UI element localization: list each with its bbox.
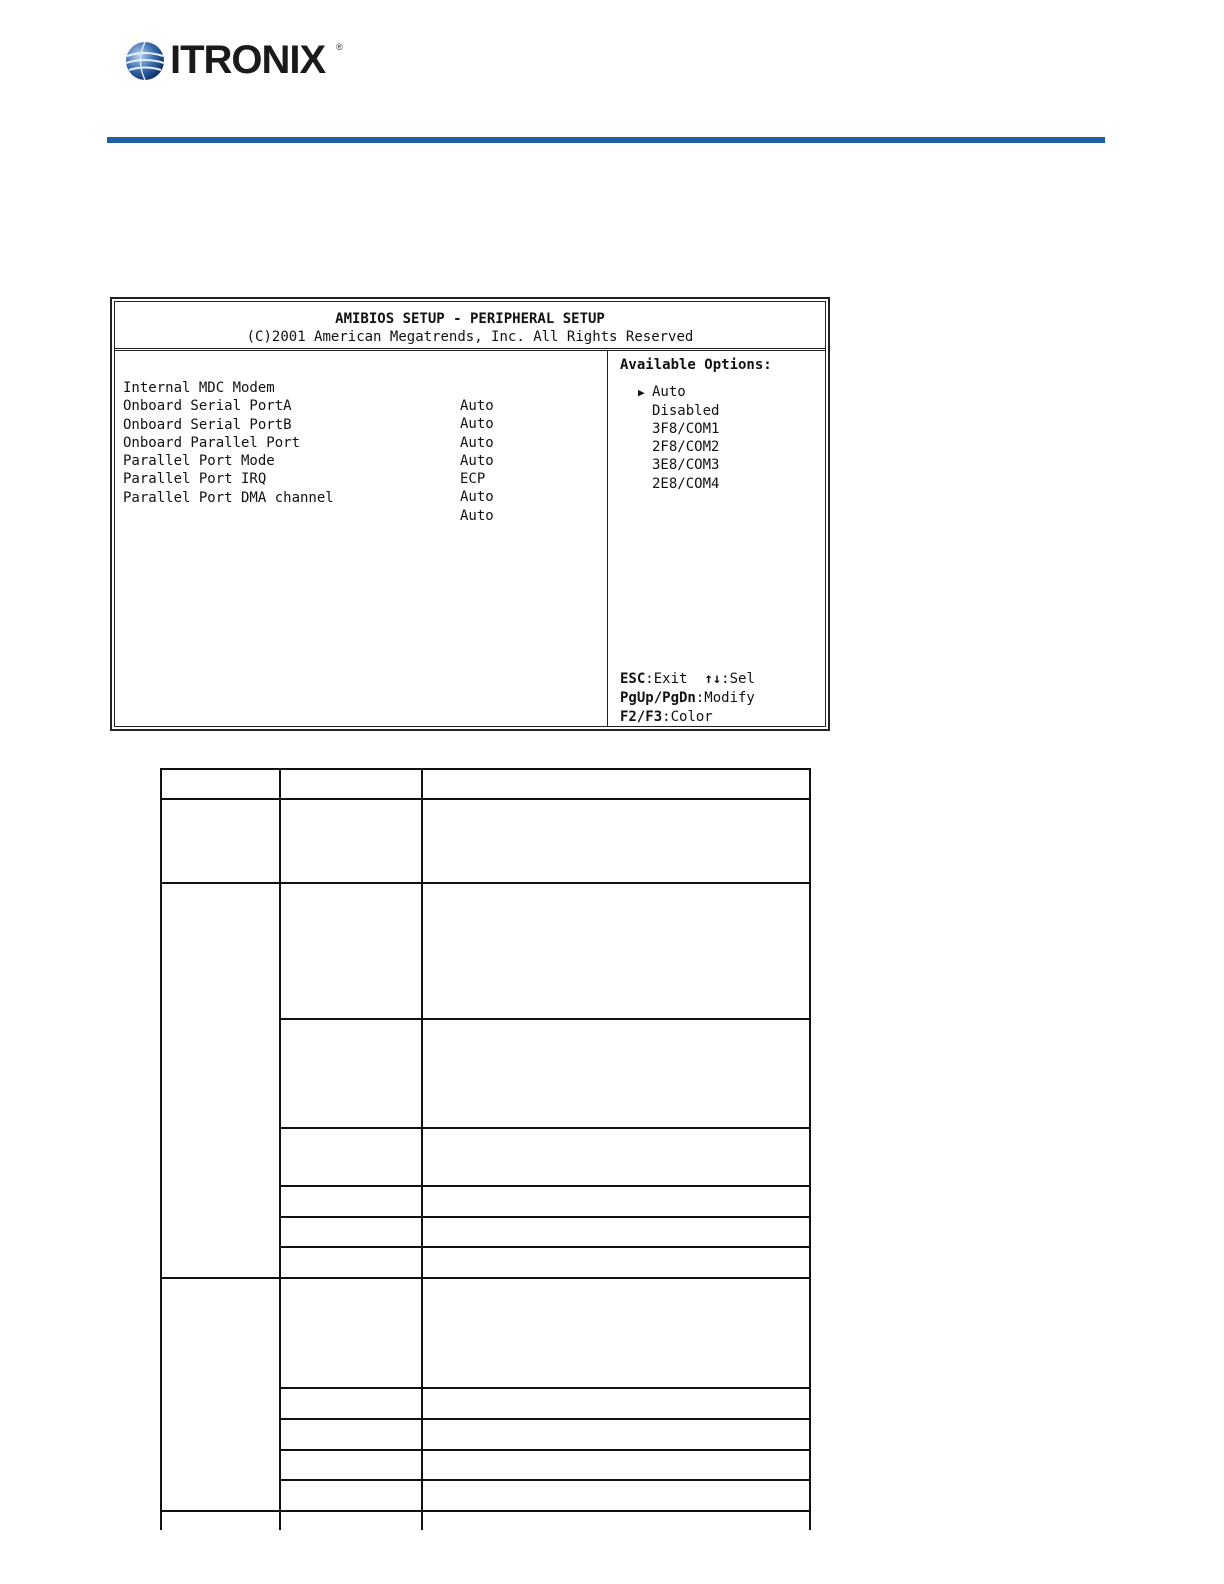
options-panel	[608, 351, 825, 726]
table-row-border	[160, 1277, 811, 1279]
help-line-navigation	[620, 670, 755, 688]
setting-label: Internal MDC Modem	[123, 380, 275, 396]
table-row-border	[280, 1418, 811, 1420]
table-row-border	[280, 1449, 811, 1451]
table-row-border	[280, 1479, 811, 1481]
option-item[interactable]: 2E8/COM4	[652, 476, 720, 492]
table-column-border	[421, 768, 423, 1530]
setting-label: Parallel Port IRQ	[123, 471, 267, 487]
option-item[interactable]: 3F8/COM1	[652, 421, 720, 437]
table-column-border	[809, 768, 811, 1530]
setting-label: Onboard Serial PortA	[123, 398, 292, 414]
table-row-border	[280, 1387, 811, 1389]
option-item[interactable]: Disabled	[652, 403, 720, 419]
help-line-color	[620, 708, 713, 726]
help-key: ESC	[620, 671, 646, 687]
table-row-border	[280, 1216, 811, 1218]
settings-panel	[115, 351, 605, 726]
table-column-border	[160, 768, 162, 1530]
settings-table	[160, 768, 811, 1530]
setting-value[interactable]: Auto	[460, 398, 494, 414]
help-text: :Sel	[721, 671, 755, 687]
itronix-logo	[124, 38, 354, 84]
table-row-border	[160, 768, 811, 770]
registered-mark: ®	[336, 42, 343, 52]
help-key: PgUp/PgDn	[620, 690, 696, 706]
setting-value[interactable]: Auto	[460, 508, 494, 524]
setting-value[interactable]: ECP	[460, 471, 486, 487]
setting-row[interactable]	[123, 471, 603, 524]
header-divider	[107, 137, 1105, 143]
table-row-border	[280, 1127, 811, 1129]
table-row-border	[280, 1246, 811, 1248]
help-text: :Modify	[695, 690, 755, 706]
bios-title: AMIBIOS SETUP - PERIPHERAL SETUP	[335, 311, 605, 327]
logo-wordmark: ITRONIX	[170, 38, 326, 82]
option-item[interactable]: Auto	[652, 384, 686, 400]
bios-copyright: (C)2001 American Megatrends, Inc. All Rights Reserved	[246, 329, 694, 345]
setting-value[interactable]: Auto	[460, 416, 494, 432]
table-row-border	[160, 798, 811, 800]
setting-value[interactable]: Auto	[460, 489, 494, 505]
option-item[interactable]: 2F8/COM2	[652, 439, 720, 455]
setting-value[interactable]: Auto	[460, 435, 494, 451]
setting-value[interactable]: Auto	[460, 453, 494, 469]
help-key: ↑↓	[704, 671, 722, 687]
globe-icon	[124, 40, 166, 82]
help-key: F2/F3	[620, 709, 663, 725]
table-row-border	[280, 1018, 811, 1020]
setting-label: Parallel Port DMA channel	[123, 490, 334, 506]
bios-frame	[114, 301, 826, 727]
setting-label: Onboard Serial PortB	[123, 417, 292, 433]
help-text: :Exit	[645, 671, 696, 687]
setting-label: Onboard Parallel Port	[123, 435, 301, 451]
bios-setup-screen	[110, 297, 830, 731]
help-line-modify	[620, 689, 755, 707]
table-column-border	[279, 768, 281, 1530]
table-row-border	[280, 1185, 811, 1187]
table-row-border	[160, 1510, 811, 1512]
selected-arrow-icon: ▶	[638, 386, 645, 399]
bios-title-bar	[115, 302, 825, 351]
option-item[interactable]: 3E8/COM3	[652, 457, 720, 473]
options-heading: Available Options:	[620, 357, 772, 373]
table-row-border	[160, 882, 811, 884]
help-text: :Color	[662, 709, 713, 725]
setting-label: Parallel Port Mode	[123, 453, 275, 469]
